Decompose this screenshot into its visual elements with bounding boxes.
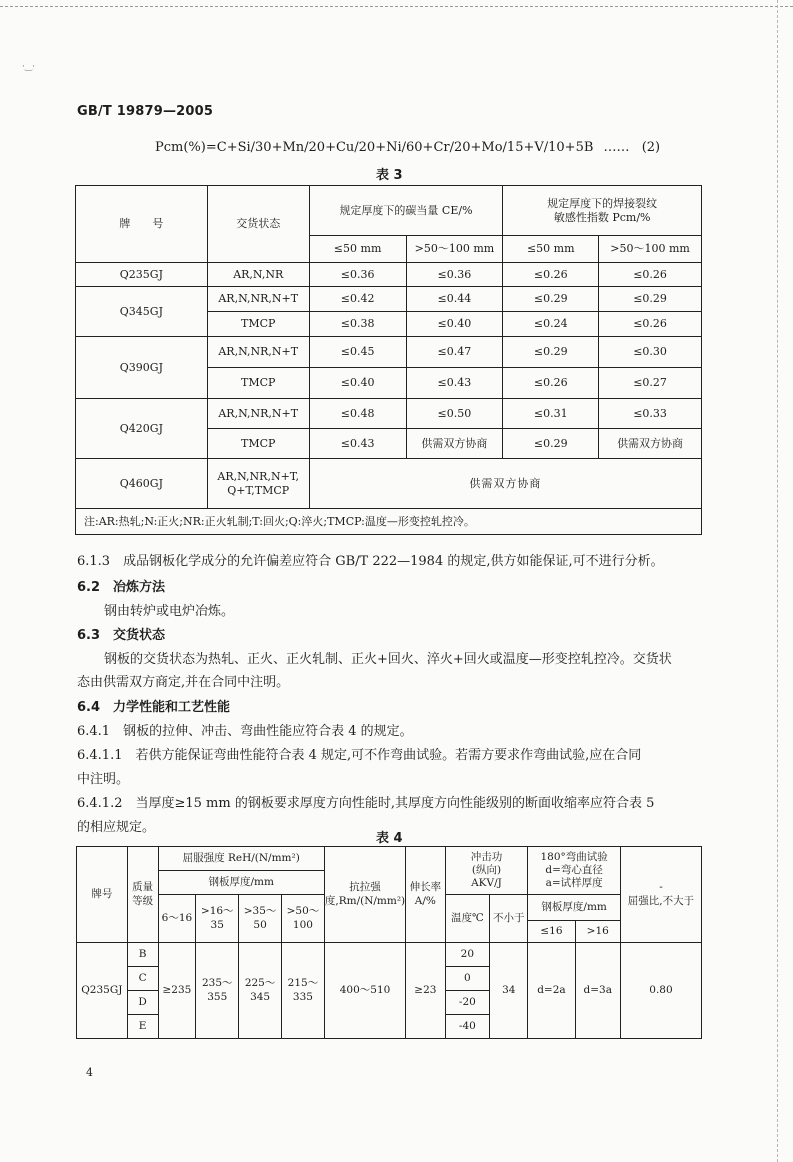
t4-y4: 215～335 bbox=[282, 943, 325, 1039]
t4-bend2: d=3a bbox=[575, 943, 620, 1039]
t3-p1: ≤0.26 bbox=[503, 368, 599, 399]
t4-head-quality: 质量等级 bbox=[127, 847, 158, 943]
t4-head-impact-line3: AKV/J bbox=[471, 877, 502, 890]
t3-p1: ≤0.29 bbox=[503, 337, 599, 368]
clause-6-4-1-2-line2: 的相应规定。 bbox=[77, 820, 156, 835]
t3-state: AR,N,NR,N+T bbox=[207, 337, 309, 368]
t3-state: TMCP bbox=[207, 429, 309, 459]
t4-head-t1: 6～16 bbox=[158, 895, 196, 943]
t4-head-ratio bbox=[620, 847, 701, 943]
t3-p2: 供需双方协商 bbox=[599, 429, 702, 459]
table-row bbox=[76, 459, 702, 509]
t4-head-b1: ≤16 bbox=[528, 921, 575, 943]
t3-ce2: ≤0.43 bbox=[406, 368, 503, 399]
table3-caption: 表 3 bbox=[376, 168, 403, 183]
t3-head-ce-gt50: >50～100 mm bbox=[406, 236, 503, 263]
t4-temp: 20 bbox=[445, 943, 490, 967]
para-6-3-line2: 态由供需双方商定,并在合同中注明。 bbox=[77, 675, 290, 690]
t4-temp: 0 bbox=[445, 967, 490, 991]
t4-level: E bbox=[127, 1015, 158, 1039]
t4-head-temp: 温度℃ bbox=[445, 895, 490, 943]
t4-head-grade: 牌号 bbox=[77, 847, 128, 943]
t3-head-pcm-gt50: >50～100 mm bbox=[599, 236, 702, 263]
heading-6-2: 6.2 冶炼方法 bbox=[77, 580, 166, 595]
t4-head-bend-line2: d=弯心直径 bbox=[545, 863, 603, 876]
t4-ratio: 0.80 bbox=[620, 943, 701, 1039]
t3-ce1: ≤0.48 bbox=[309, 399, 406, 429]
t3-ce2: ≤0.50 bbox=[406, 399, 503, 429]
table-3 bbox=[75, 185, 702, 535]
t3-p2: ≤0.26 bbox=[599, 312, 702, 337]
t4-temp: -20 bbox=[445, 991, 490, 1015]
t4-bend1: d=2a bbox=[528, 943, 575, 1039]
heading-6-4: 6.4 力学性能和工艺性能 bbox=[77, 700, 231, 715]
t3-grade: Q345GJ bbox=[76, 287, 208, 337]
clause-6-4-1-1-line2: 中注明。 bbox=[77, 772, 130, 787]
t3-head-delivery: 交货状态 bbox=[207, 186, 309, 263]
t4-head-b2: >16 bbox=[575, 921, 620, 943]
t3-state: AR,N,NR bbox=[207, 263, 309, 287]
t4-head-impact-line1: 冲击功 bbox=[470, 850, 503, 863]
t3-state: TMCP bbox=[207, 312, 309, 337]
t4-head-ratio-dash: - bbox=[659, 881, 663, 894]
t4-head-bend-line3: a=试样厚度 bbox=[545, 877, 603, 890]
t4-head-bend-line1: 180°弯曲试验 bbox=[540, 850, 608, 863]
t3-grade: Q420GJ bbox=[76, 399, 208, 459]
t3-ce2: 供需双方协商 bbox=[406, 429, 503, 459]
t4-level: D bbox=[127, 991, 158, 1015]
t3-head-pcm-line1: 规定厚度下的焊接裂纹 bbox=[547, 196, 658, 210]
t4-head-bend-thick: 钢板厚度/mm bbox=[528, 895, 621, 921]
formula-number: (2) bbox=[641, 140, 661, 155]
t3-grade: Q235GJ bbox=[76, 263, 208, 287]
table4-caption: 表 4 bbox=[376, 831, 403, 846]
t3-head-ce: 规定厚度下的碳当量 CE/% bbox=[309, 186, 503, 236]
standard-code: GB/T 19879—2005 bbox=[77, 104, 214, 119]
t3-head-pcm-line2: 敏感性指数 Pcm/% bbox=[553, 210, 651, 224]
t4-head-t4: >50～100 bbox=[282, 895, 325, 943]
formula-text: Pcm(%)=C+Si/30+Mn/20+Cu/20+Ni/60+Cr/20+Mo/15+V/10+5B bbox=[155, 140, 594, 155]
t3-head-ce-le50: ≤50 mm bbox=[309, 236, 406, 263]
table-row bbox=[76, 287, 702, 312]
t3-state: AR,N,NR,N+T bbox=[207, 399, 309, 429]
t3-q460-state-line1: AR,N,NR,N+T, bbox=[217, 469, 300, 483]
t4-head-thick: 钢板厚度/mm bbox=[158, 871, 324, 895]
t4-level: B bbox=[127, 943, 158, 967]
t3-ce2: ≤0.47 bbox=[406, 337, 503, 368]
t3-p2: ≤0.30 bbox=[599, 337, 702, 368]
t3-q460-value: 供需双方协商 bbox=[309, 459, 701, 509]
t3-ce1: ≤0.43 bbox=[309, 429, 406, 459]
t4-tensile: 400～510 bbox=[324, 943, 405, 1039]
t3-p1: ≤0.29 bbox=[503, 287, 599, 312]
t3-ce1: ≤0.36 bbox=[309, 263, 406, 287]
t3-ce1: ≤0.40 bbox=[309, 368, 406, 399]
t4-head-ratio-text: 屈强比,不大于 bbox=[627, 894, 695, 907]
t3-head-grade: 牌 号 bbox=[76, 186, 208, 263]
t3-p1: ≤0.26 bbox=[503, 263, 599, 287]
heading-6-3: 6.3 交货状态 bbox=[77, 628, 166, 643]
table-row bbox=[76, 337, 702, 368]
page-number: 4 bbox=[86, 1066, 93, 1079]
t3-p2: ≤0.27 bbox=[599, 368, 702, 399]
clause-6-1-3: 6.1.3 成品钢板化学成分的允许偏差应符合 GB/T 222—1984 的规定,供方如能保证,可不进行分析。 bbox=[77, 554, 664, 569]
t4-head-yield: 屈服强度 ReH/(N/mm²) bbox=[158, 847, 324, 871]
table-row bbox=[76, 263, 702, 287]
t3-head-pcm-le50: ≤50 mm bbox=[503, 236, 599, 263]
t4-head-min: 不小于 bbox=[490, 895, 528, 943]
scan-edge-right bbox=[777, 0, 779, 1162]
t4-head-elong: 伸长率 A/% bbox=[406, 847, 445, 943]
table-row bbox=[76, 399, 702, 429]
t3-p2: ≤0.33 bbox=[599, 399, 702, 429]
t4-y2: 235～355 bbox=[196, 943, 239, 1039]
t3-ce2: ≤0.40 bbox=[406, 312, 503, 337]
clause-6-4-1: 6.4.1 钢板的拉伸、冲击、弯曲性能应符合表 4 的规定。 bbox=[77, 724, 413, 739]
t3-p1: ≤0.24 bbox=[503, 312, 599, 337]
t4-y3: 225～345 bbox=[239, 943, 282, 1039]
para-6-3-line1: 钢板的交货状态为热轧、正火、正火轧制、正火+回火、淬火+回火或温度—形变控轧控冷。交货状 bbox=[104, 652, 672, 667]
t3-p2: ≤0.26 bbox=[599, 263, 702, 287]
t3-q460-state-line2: Q+T,TMCP bbox=[227, 483, 290, 497]
para-6-2: 钢由转炉或电炉冶炼。 bbox=[104, 604, 235, 619]
t3-ce1: ≤0.45 bbox=[309, 337, 406, 368]
t4-temp: -40 bbox=[445, 1015, 490, 1039]
t4-head-bend bbox=[528, 847, 621, 895]
t3-ce2: ≤0.36 bbox=[406, 263, 503, 287]
t3-p1: ≤0.31 bbox=[503, 399, 599, 429]
t3-head-pcm bbox=[503, 186, 702, 236]
t3-ce2: ≤0.44 bbox=[406, 287, 503, 312]
t4-head-t3: >35～50 bbox=[239, 895, 282, 943]
pcm-formula bbox=[155, 140, 660, 155]
table-4 bbox=[76, 846, 702, 1039]
t4-head-t2: >16～35 bbox=[196, 895, 239, 943]
table-row bbox=[77, 943, 702, 967]
t3-state bbox=[207, 459, 309, 509]
t3-p1: ≤0.29 bbox=[503, 429, 599, 459]
t3-state: TMCP bbox=[207, 368, 309, 399]
t4-head-impact bbox=[445, 847, 528, 895]
t3-ce1: ≤0.42 bbox=[309, 287, 406, 312]
scan-edge-top bbox=[0, 6, 793, 8]
t4-elong: ≥23 bbox=[406, 943, 445, 1039]
clause-6-4-1-2-line1: 6.4.1.2 当厚度≥15 mm 的钢板要求厚度方向性能时,其厚度方向性能级别的断面收缩率应符合表 5 bbox=[77, 796, 655, 811]
t4-akv: 34 bbox=[490, 943, 528, 1039]
t3-ce1: ≤0.38 bbox=[309, 312, 406, 337]
t3-grade: Q460GJ bbox=[76, 459, 208, 509]
scan-speck: ·‿· bbox=[22, 62, 35, 72]
t3-state: AR,N,NR,N+T bbox=[207, 287, 309, 312]
formula-dots: …… bbox=[603, 140, 630, 155]
t4-level: C bbox=[127, 967, 158, 991]
t4-y1: ≥235 bbox=[158, 943, 196, 1039]
clause-6-4-1-1-line1: 6.4.1.1 若供方能保证弯曲性能符合表 4 规定,可不作弯曲试验。若需方要求作弯曲试验,应在合同 bbox=[77, 748, 642, 763]
t3-p2: ≤0.29 bbox=[599, 287, 702, 312]
t4-head-impact-line2: (纵向) bbox=[471, 863, 502, 876]
t3-note: 注:AR:热轧;N:正火;NR:正火轧制;T:回火;Q:淬火;TMCP:温度—形变控轧控冷。 bbox=[76, 509, 702, 535]
t3-grade: Q390GJ bbox=[76, 337, 208, 399]
t4-head-tensile: 抗拉强度,Rm/(N/mm²) bbox=[324, 847, 405, 943]
t4-grade: Q235GJ bbox=[77, 943, 128, 1039]
